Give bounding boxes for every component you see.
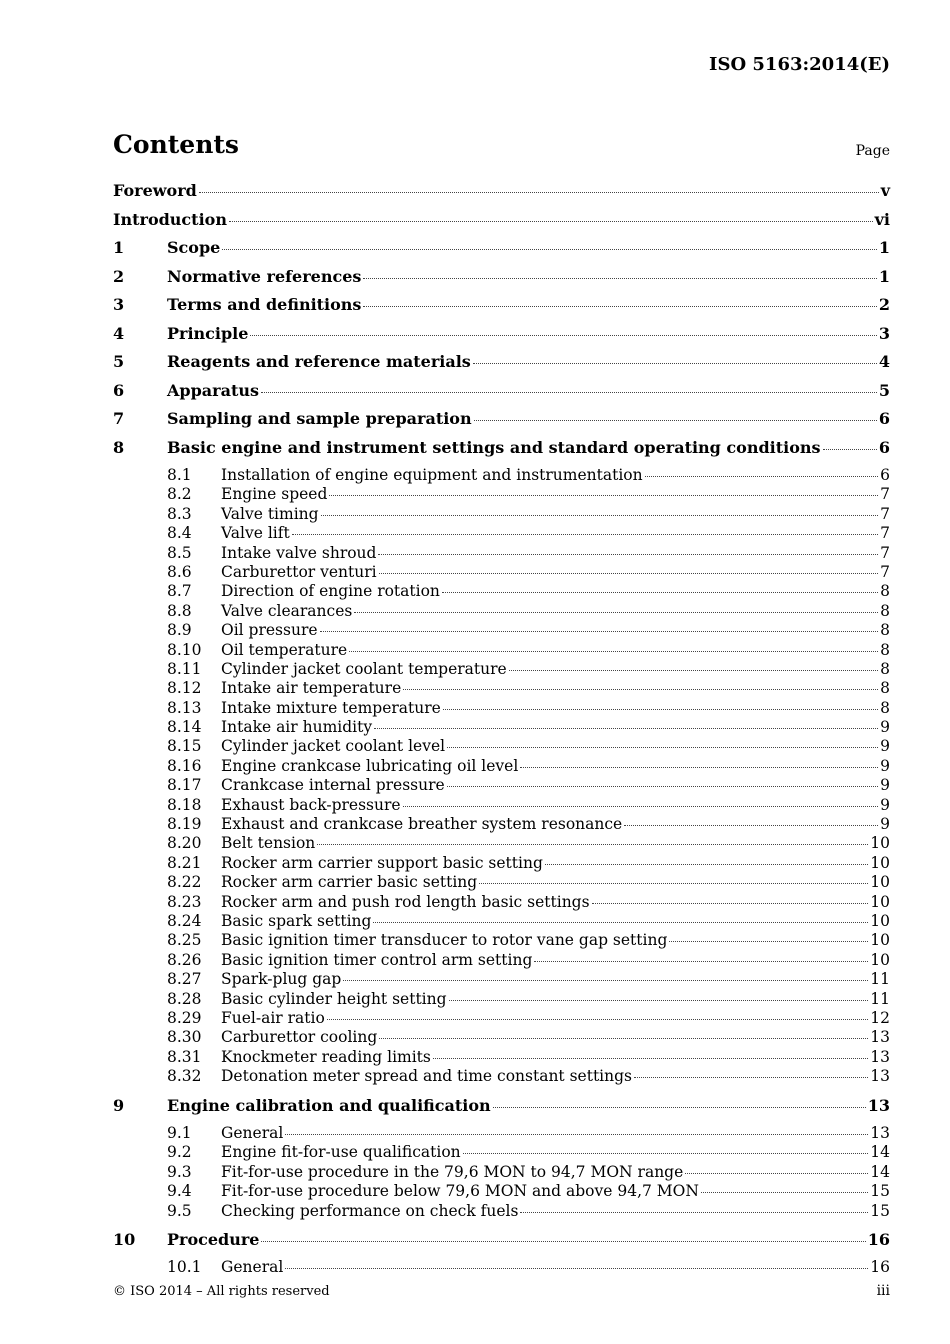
toc-subsection-entry[interactable] <box>113 660 890 679</box>
toc-subsection-entry[interactable] <box>113 563 890 582</box>
toc-entry-label: Valve timing <box>221 504 319 523</box>
toc-entry-page: 9 <box>880 737 890 756</box>
toc-entry-number: 8.23 <box>167 892 202 911</box>
toc-entry-label: Fit-for-use procedure below 79,6 MON and above 94,7 MON <box>221 1182 699 1201</box>
toc-entry-label: Terms and definitions <box>167 295 362 314</box>
toc-entry-number: 8.18 <box>167 795 202 814</box>
toc-subsection-entry[interactable] <box>113 1048 890 1067</box>
toc-entry-number: 8.32 <box>167 1067 202 1086</box>
toc-entry-label: Sampling and sample preparation <box>167 409 472 428</box>
toc-entry-page: 13 <box>870 1028 890 1047</box>
toc-front-entry[interactable] <box>113 210 890 239</box>
toc-entry-number: 8.25 <box>167 931 202 950</box>
toc-entry-label: Fit-for-use procedure in the 79,6 MON to 94,7 MON range <box>221 1162 684 1181</box>
toc-entry-number: 5 <box>113 352 125 371</box>
dot-leader <box>379 573 879 574</box>
toc-entry-page: 7 <box>880 543 890 562</box>
dot-leader <box>447 786 878 787</box>
toc-entry-page: 7 <box>880 562 890 581</box>
toc-subsection-entry[interactable] <box>113 524 890 543</box>
dot-leader <box>442 592 878 593</box>
toc-entry-page: 7 <box>880 524 890 543</box>
toc-entry-label: Rocker arm carrier support basic setting <box>221 853 543 872</box>
dot-leader <box>823 449 877 450</box>
dot-leader <box>327 1019 868 1020</box>
dot-leader <box>285 1268 868 1269</box>
dot-leader <box>229 221 873 222</box>
toc-subsection-entry[interactable] <box>113 873 890 892</box>
toc-entry-page: 16 <box>870 1258 890 1277</box>
toc-entry-number: 8.2 <box>167 485 192 504</box>
toc-entry-number: 10.1 <box>167 1258 202 1277</box>
toc-entry-page: 13 <box>870 1124 890 1142</box>
toc-entry-number: 9.5 <box>167 1201 192 1220</box>
toc-entry-label: Basic ignition timer transducer to rotor vane gap setting <box>221 931 668 950</box>
toc-entry-label: Carburettor cooling <box>221 1028 378 1047</box>
toc-entry-number: 7 <box>113 409 125 428</box>
table-of-contents <box>113 181 890 1278</box>
toc-entry-page: 10 <box>870 950 890 969</box>
toc-entry-label: Procedure <box>167 1229 260 1249</box>
toc-subsection-entry[interactable] <box>113 1258 890 1277</box>
toc-entry-page: 12 <box>870 1008 890 1027</box>
toc-subsection-entry[interactable] <box>113 621 890 640</box>
toc-entry-page: 14 <box>870 1162 890 1181</box>
toc-entry-label: Basic ignition timer control arm setting <box>221 950 533 969</box>
toc-entry-number: 8.19 <box>167 815 202 834</box>
toc-entry-page: 5 <box>878 380 890 400</box>
dot-leader <box>374 728 878 729</box>
toc-entry-label: Detonation meter spread and time constant settings <box>221 1067 632 1086</box>
toc-entry-page: 16 <box>867 1229 890 1249</box>
toc-entry-page: 10 <box>870 911 890 930</box>
toc-entry-page: 11 <box>870 989 890 1008</box>
document-id: ISO 5163:2014(E) <box>709 54 890 75</box>
toc-entry-number: 9 <box>113 1095 125 1115</box>
toc-subsection-entry[interactable] <box>113 1067 890 1086</box>
dot-leader <box>363 306 876 307</box>
dot-leader <box>447 747 878 748</box>
toc-subsection-entry[interactable] <box>113 834 890 853</box>
toc-entry-number: 9.4 <box>167 1182 192 1201</box>
toc-entry-label: Oil pressure <box>221 621 318 640</box>
toc-entry-label: Crankcase internal pressure <box>221 776 445 795</box>
toc-entry-page: 8 <box>880 698 890 717</box>
toc-entry-label: Knockmeter reading limits <box>221 1047 431 1066</box>
toc-entry-number: 8.27 <box>167 970 202 989</box>
toc-entry-number: 8.22 <box>167 873 202 892</box>
contents-title: Contents <box>113 130 240 159</box>
toc-entry-number: 9.2 <box>167 1143 192 1162</box>
toc-entry-page: 7 <box>880 485 890 504</box>
toc-entry-label: Apparatus <box>167 380 259 400</box>
toc-subsection-entry[interactable] <box>113 1202 890 1221</box>
toc-subsection-entry[interactable] <box>113 641 890 660</box>
toc-entry-number: 6 <box>113 380 125 400</box>
toc-entry-number: 8.26 <box>167 950 202 969</box>
toc-entry-label: Basic spark setting <box>221 911 372 930</box>
toc-chapter-entry[interactable] <box>113 438 890 467</box>
toc-subsection-entry[interactable] <box>113 990 890 1009</box>
toc-entry-label: Scope <box>167 238 221 257</box>
toc-entry-label: Direction of engine rotation <box>221 582 440 601</box>
toc-entry-page: 8 <box>880 679 890 698</box>
dot-leader <box>433 1058 868 1059</box>
dot-leader <box>479 883 868 884</box>
dot-leader <box>373 922 868 923</box>
toc-entry-number: 8.9 <box>167 621 192 640</box>
toc-entry-page: 10 <box>870 853 890 872</box>
toc-entry-page: 10 <box>870 834 890 853</box>
toc-entry-number: 8.13 <box>167 698 202 717</box>
toc-subsection-entry[interactable] <box>113 970 890 989</box>
toc-subsection-entry[interactable] <box>113 737 890 756</box>
toc-entry-label: Fuel-air ratio <box>221 1008 325 1027</box>
toc-entry-page: v <box>880 181 890 200</box>
dot-leader <box>329 495 878 496</box>
dot-leader <box>292 534 878 535</box>
toc-subsection-entry[interactable] <box>113 466 890 485</box>
toc-entry-number: 8.5 <box>167 543 192 562</box>
dot-leader <box>449 1000 869 1001</box>
dot-leader <box>545 864 868 865</box>
toc-entry-label: Intake valve shroud <box>221 543 377 562</box>
dot-leader <box>378 554 878 555</box>
toc-entry-page: 13 <box>867 1095 890 1115</box>
dot-leader <box>685 1173 868 1174</box>
dot-leader <box>509 670 878 671</box>
dot-leader <box>250 335 876 336</box>
toc-entry-number: 4 <box>113 323 125 343</box>
toc-subsection-entry[interactable] <box>113 1028 890 1047</box>
toc-entry-number: 8.1 <box>167 466 192 484</box>
toc-subsection-entry[interactable] <box>113 1182 890 1201</box>
toc-entry-number: 8.20 <box>167 834 202 853</box>
toc-chapter-entry[interactable] <box>113 295 890 324</box>
toc-chapter-entry[interactable] <box>113 267 890 296</box>
toc-entry-number: 8.30 <box>167 1028 202 1047</box>
toc-entry-label: Rocker arm carrier basic setting <box>221 873 478 892</box>
toc-subsection-entry[interactable] <box>113 679 890 698</box>
toc-subsection-entry[interactable] <box>113 815 890 834</box>
toc-entry-number: 8.12 <box>167 679 202 698</box>
toc-entry-label: Belt tension <box>221 834 316 853</box>
dot-leader <box>321 515 879 516</box>
toc-entry-label: Spark-plug gap <box>221 970 342 989</box>
dot-leader <box>199 192 879 193</box>
dot-leader <box>379 1038 868 1039</box>
toc-entry-label: Valve clearances <box>221 601 353 620</box>
toc-entry-page: 6 <box>878 437 890 457</box>
dot-leader <box>463 1153 869 1154</box>
toc-entry-label: Reagents and reference materials <box>167 352 471 371</box>
toc-entry-label: Introduction <box>113 209 227 229</box>
toc-entry-page: 10 <box>870 873 890 892</box>
toc-entry-page: 9 <box>880 718 890 737</box>
toc-entry-number: 8.16 <box>167 756 202 775</box>
toc-entry-page: 13 <box>870 1067 890 1086</box>
toc-subsection-entry[interactable] <box>113 1124 890 1143</box>
dot-leader <box>520 767 878 768</box>
toc-subsection-entry[interactable] <box>113 796 890 815</box>
toc-entry-label: Intake mixture temperature <box>221 698 441 717</box>
toc-entry-number: 8.24 <box>167 911 202 930</box>
toc-entry-page: 7 <box>880 504 890 523</box>
toc-entry-label: General <box>221 1258 284 1277</box>
dot-leader <box>634 1077 868 1078</box>
page-column-label: Page <box>855 143 890 159</box>
toc-entry-page: 1 <box>878 238 890 257</box>
toc-entry-page: 6 <box>880 466 890 484</box>
toc-entry-number: 8.6 <box>167 562 192 581</box>
toc-entry-page: 9 <box>880 756 890 775</box>
toc-subsection-entry[interactable] <box>113 1009 890 1028</box>
toc-entry-label: Engine crankcase lubricating oil level <box>221 756 519 775</box>
toc-entry-label: Intake air humidity <box>221 718 373 737</box>
toc-subsection-entry[interactable] <box>113 544 890 563</box>
toc-entry-page: 13 <box>870 1047 890 1066</box>
toc-subsection-entry[interactable] <box>113 718 890 737</box>
toc-entry-number: 8.21 <box>167 853 202 872</box>
toc-entry-label: Engine speed <box>221 485 328 504</box>
toc-entry-page: 1 <box>878 266 890 286</box>
toc-entry-label: Basic cylinder height setting <box>221 989 447 1008</box>
toc-entry-number: 8.4 <box>167 524 192 543</box>
toc-entry-label: Oil temperature <box>221 640 348 659</box>
toc-entry-number: 9.1 <box>167 1124 192 1142</box>
dot-leader <box>403 806 879 807</box>
page-number: iii <box>876 1283 890 1299</box>
toc-entry-page: 6 <box>878 409 890 428</box>
toc-entry-label: Cylinder jacket coolant level <box>221 737 446 756</box>
toc-entry-page: 8 <box>880 621 890 640</box>
toc-subsection-entry[interactable] <box>113 699 890 718</box>
toc-entry-label: Exhaust and crankcase breather system resonance <box>221 815 623 834</box>
dot-leader <box>669 941 868 942</box>
toc-entry-label: Basic engine and instrument settings and standard operating conditions <box>167 437 821 457</box>
toc-front-entry[interactable] <box>113 181 890 210</box>
dot-leader <box>343 980 868 981</box>
toc-subsection-entry[interactable] <box>113 912 890 931</box>
toc-entry-number: 8.17 <box>167 776 202 795</box>
toc-subsection-entry[interactable] <box>113 931 890 950</box>
toc-entry-page: 14 <box>870 1143 890 1162</box>
toc-entry-page: 9 <box>880 815 890 834</box>
toc-subsection-entry[interactable] <box>113 505 890 524</box>
toc-entry-page: 15 <box>870 1201 890 1220</box>
toc-subsection-entry[interactable] <box>113 757 890 776</box>
toc-entry-page: 8 <box>880 582 890 601</box>
dot-leader <box>645 476 879 477</box>
toc-entry-number: 8.15 <box>167 737 202 756</box>
toc-entry-number: 10 <box>113 1229 136 1249</box>
toc-entry-number: 8.7 <box>167 582 192 601</box>
toc-entry-number: 8.31 <box>167 1047 202 1066</box>
dot-leader <box>403 689 878 690</box>
toc-chapter-entry[interactable] <box>113 381 890 410</box>
toc-entry-number: 2 <box>113 266 125 286</box>
toc-entry-page: 15 <box>870 1182 890 1201</box>
toc-chapter-entry[interactable] <box>113 409 890 438</box>
toc-entry-number: 8.14 <box>167 718 202 737</box>
toc-entry-label: Principle <box>167 323 249 343</box>
toc-subsection-entry[interactable] <box>113 485 890 504</box>
dot-leader <box>474 420 877 421</box>
toc-subsection-entry[interactable] <box>113 602 890 621</box>
dot-leader <box>222 249 877 250</box>
dot-leader <box>261 1241 865 1242</box>
dot-leader <box>349 651 878 652</box>
toc-entry-page: 8 <box>880 640 890 659</box>
toc-chapter-entry[interactable] <box>113 324 890 353</box>
dot-leader <box>261 392 877 393</box>
toc-chapter-entry[interactable] <box>113 1096 890 1125</box>
toc-subsection-entry[interactable] <box>113 1163 890 1182</box>
toc-entry-label: General <box>221 1124 284 1142</box>
toc-subsection-entry[interactable] <box>113 893 890 912</box>
toc-chapter-entry[interactable] <box>113 352 890 381</box>
dot-leader <box>534 961 868 962</box>
toc-entry-number: 8.10 <box>167 640 202 659</box>
toc-entry-number: 8 <box>113 437 125 457</box>
dot-leader <box>317 844 868 845</box>
toc-subsection-entry[interactable] <box>113 854 890 873</box>
toc-chapter-entry[interactable] <box>113 1230 890 1259</box>
toc-entry-label: Intake air temperature <box>221 679 402 698</box>
toc-entry-number: 8.11 <box>167 659 202 678</box>
toc-subsection-entry[interactable] <box>113 776 890 795</box>
copyright-notice: © ISO 2014 – All rights reserved <box>113 1284 330 1299</box>
toc-entry-page: 8 <box>880 659 890 678</box>
toc-entry-number: 8.29 <box>167 1008 202 1027</box>
toc-subsection-entry[interactable] <box>113 1143 890 1162</box>
dot-leader <box>473 363 877 364</box>
dot-leader <box>354 612 878 613</box>
toc-entry-page: 2 <box>878 295 890 314</box>
toc-entry-page: 8 <box>880 601 890 620</box>
toc-entry-page: vi <box>874 209 890 229</box>
toc-entry-page: 3 <box>878 323 890 343</box>
dot-leader <box>624 825 878 826</box>
toc-entry-number: 8.8 <box>167 601 192 620</box>
dot-leader <box>493 1107 866 1108</box>
toc-entry-page: 10 <box>870 892 890 911</box>
toc-entry-number: 8.28 <box>167 989 202 1008</box>
toc-entry-label: Engine calibration and qualification <box>167 1095 491 1115</box>
toc-subsection-entry[interactable] <box>113 582 890 601</box>
dot-leader <box>592 903 869 904</box>
toc-entry-label: Rocker arm and push rod length basic settings <box>221 892 590 911</box>
toc-entry-label: Installation of engine equipment and instrumentation <box>221 466 643 484</box>
dot-leader <box>285 1134 868 1135</box>
dot-leader <box>320 631 879 632</box>
toc-entry-label: Engine fit-for-use qualification <box>221 1143 461 1162</box>
toc-entry-label: Foreword <box>113 181 197 200</box>
toc-entry-label: Checking performance on check fuels <box>221 1201 519 1220</box>
toc-entry-page: 9 <box>880 776 890 795</box>
toc-entry-number: 3 <box>113 295 125 314</box>
dot-leader <box>520 1212 868 1213</box>
dot-leader <box>701 1192 868 1193</box>
toc-chapter-entry[interactable] <box>113 238 890 267</box>
toc-entry-number: 8.3 <box>167 504 192 523</box>
toc-entry-label: Carburettor venturi <box>221 562 377 581</box>
toc-subsection-entry[interactable] <box>113 951 890 970</box>
toc-entry-page: 4 <box>878 352 890 371</box>
toc-entry-number: 1 <box>113 238 125 257</box>
toc-entry-label: Exhaust back-pressure <box>221 795 401 814</box>
dot-leader <box>443 709 878 710</box>
toc-entry-page: 10 <box>870 931 890 950</box>
toc-entry-label: Valve lift <box>221 524 290 543</box>
toc-entry-page: 11 <box>870 970 890 989</box>
toc-entry-label: Normative references <box>167 266 362 286</box>
toc-entry-number: 9.3 <box>167 1162 192 1181</box>
toc-entry-page: 9 <box>880 795 890 814</box>
toc-entry-label: Cylinder jacket coolant temperature <box>221 659 507 678</box>
dot-leader <box>363 278 876 279</box>
